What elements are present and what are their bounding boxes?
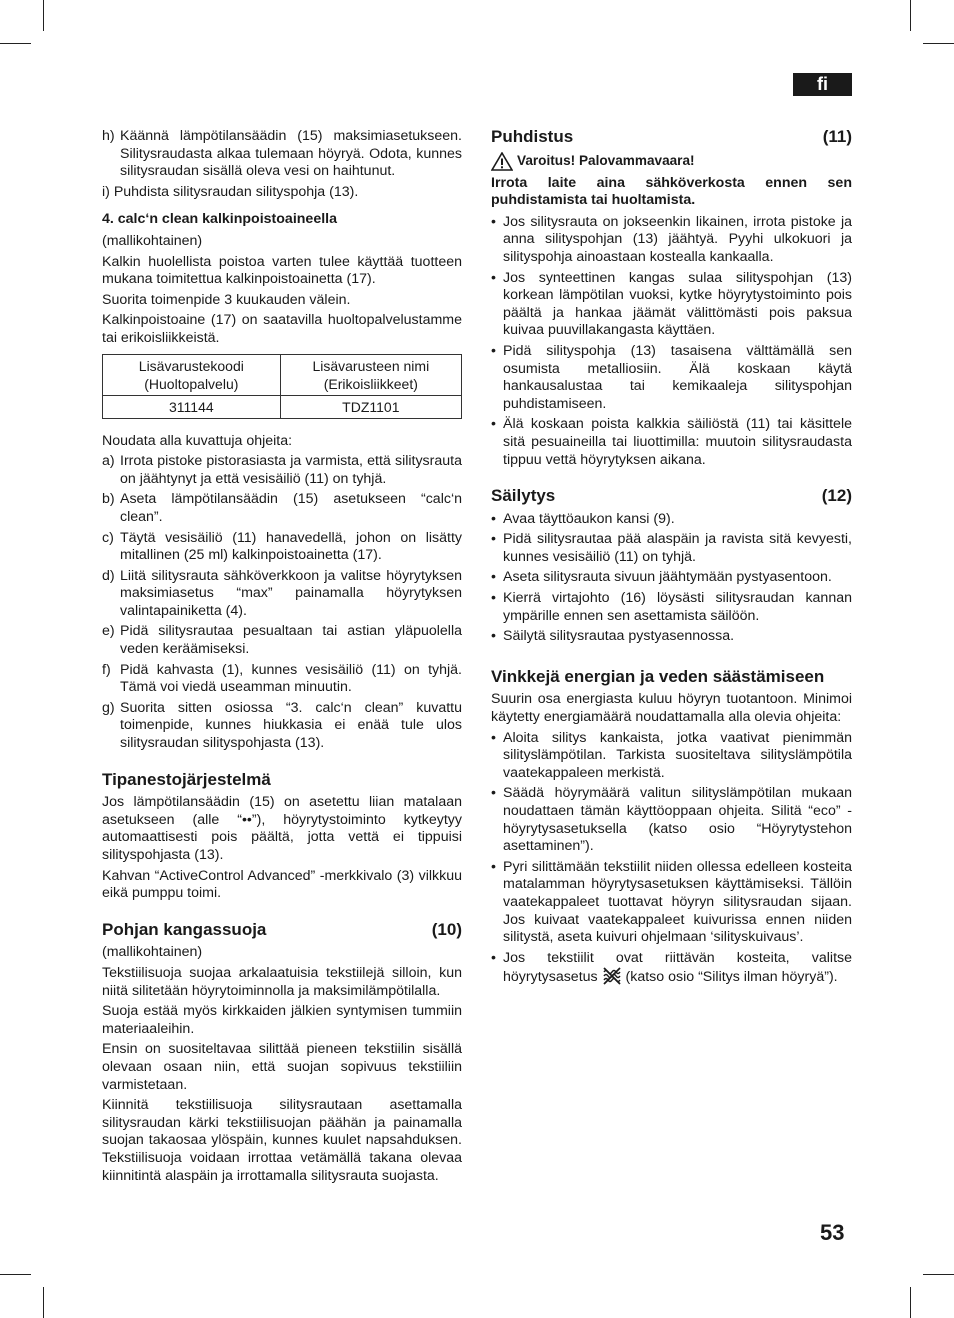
drip-stop-paragraph: Jos lämpötilansäädin (15) on asetettu liian matalaan asetukseen (alle “••”), höyrytystoiminto kytkeytyy automaattisesti pois päältä, jotta vettä ei tippuisi silityspohjasta (13). [102, 794, 462, 863]
textile-cover-heading: Pohjan kangassuoja (10) [102, 919, 462, 939]
steps-list [102, 453, 462, 753]
calc-model-note: (mallikohtainen) [102, 232, 203, 249]
drip-stop-heading: Tipanestojärjestelmä [102, 769, 271, 789]
crop-mark [43, 0, 44, 31]
page-number: 53 [820, 1220, 845, 1245]
table-header: Lisävarusteen nimi (Erikoisliikkeet) [280, 354, 461, 395]
no-steam-icon [602, 967, 622, 985]
energy-heading: Vinkkejä energian ja veden säästämiseen [491, 666, 825, 686]
step-item: e) Pidä silitysrautaa pesualtaan tai astian yläpuolella veden keräämiseksi. [102, 623, 462, 658]
list-item: • Pidä silityspohja (13) tasaisena välttämällä sen osumista metalliosiin. Älä koskaan käytä hankausalustaa tai kemikaaleja silityspohjan puhdistamiseen. [491, 343, 852, 413]
crop-mark [0, 1274, 31, 1275]
cover-paragraph: Kiinnitä tekstiilisuoja silitysrautaan asettamalla silitysraudan kärki tekstiilisuojan päähän ja painamalla suojan takaosaa ylöspäin, kunnes kuulet napsahduksen. Tekstiilisuoja voidaan irrottaa vetämällä takana olevaa kiinnitintä alaspäin ja irrottamalla silitysrauta suojasta. [102, 1097, 462, 1184]
energy-paragraph: Suurin osa energiasta kuluu höyryn tuotantoon. Minimoi käytetty energiamäärä noudattamalla alla olevia ohjeita: [491, 691, 852, 726]
accessory-table [102, 354, 462, 419]
cleaning-heading: Puhdistus (11) [491, 127, 852, 146]
list-item: • Jos silitysrauta on jokseenkin likainen, irrota pistoke ja anna silityspohjan (13) jäähtyä. Pyyhi ulkokuori ja silityspohja ainoastaan kostealla kankaalla. [491, 214, 852, 267]
step-item: b) Aseta lämpötilansäädin (15) asetukseen “calc‘n clean”. [102, 491, 462, 525]
cover-paragraph: Tekstiilisuoja suojaa arkalaatuisia tekstiilejä silloin, kun niitä silitetään höyrytoiminnolla ja maksimilämpötilalla. [102, 964, 462, 999]
calc-title: 4. calc‘n clean kalkinpoistoaineella [102, 211, 337, 228]
calc-paragraph: Kalkin huolellista poistoa varten tulee käyttää tuotteen mukana toimitettua kalkinpoistoainetta (17). [102, 253, 462, 288]
step-h: h) Käännä lämpötilansäädin (15) maksimiasetukseen. Silitysraudasta alkaa tulemaan höyryä. Odota, kunnes silitysraudan sisällä oleva vesi on haihtunut. [102, 128, 462, 180]
storage-heading: Säilytys (12) [491, 486, 852, 506]
list-item: • Jos synteettinen kangas sulaa silityspohjan (13) korkean lämpötilan vuoksi, kytke höyrytystoiminto pois päältä ja hankaa jäämät välittömästi pois paksua kuivaa puuvillakangasta käyttäen. [491, 270, 852, 340]
instructions-intro: Noudata alla kuvattuja ohjeita: [102, 432, 293, 449]
calc-paragraph: Suorita toimenpide 3 kuukauden välein. [102, 291, 351, 308]
list-item: • Säilytä silitysrautaa pystyasennossa. [491, 628, 852, 646]
drip-stop-paragraph: Kahvan “ActiveControl Advanced” -merkkivalo (3) vilkkuu eikä pumppu toimi. [102, 867, 462, 902]
list-item: • Kierrä virtajohto (16) löysästi silitysraudan kannan ympärille ennen sen asettamista säilöön. [491, 590, 852, 625]
crop-mark [43, 1287, 44, 1318]
left-column [102, 128, 462, 1188]
list-item: • Pidä silitysrautaa pää alaspäin ja ravista sitä kevyesti, kunnes vesisäiliö (11) on tyhjä. [491, 531, 852, 566]
language-tab: fi [793, 73, 852, 96]
right-column [491, 128, 852, 990]
warning-icon [491, 152, 513, 171]
step-item: c) Täytä vesisäiliö (11) hanavedellä, johon on lisätty mitallinen (25 ml) kalkinpoistoainetta (17). [102, 529, 462, 564]
warning-text: Irrota laite aina sähköverkosta ennen sen puhdistamista tai huoltamista. [491, 174, 852, 209]
step-item: a) Irrota pistoke pistorasiasta ja varmista, että silitysrauta on jäähtynyt ja että vesisäiliö (11) on tyhjä. [102, 453, 462, 487]
crop-mark [910, 1287, 911, 1318]
crop-mark [923, 1274, 954, 1275]
warning-line: Varoitus! Palovammavaara! [491, 152, 852, 171]
table-cell: TDZ1101 [280, 395, 461, 418]
step-i: i) Puhdista silitysraudan silityspohja (13). [102, 183, 359, 200]
table-header: Lisävarustekoodi (Huoltopalvelu) [103, 354, 281, 395]
list-item: • Pyri silittämään tekstiilit niiden ollessa edelleen kosteita matalamman höyrytysasetuksen käyttämiseksi. Tällöin vaatekappaleet tuottavat höyryn silitysraudan sijaan. Jos kuivaat vaatekappaleet kuivurissa ennen niiden silitystä, aseta kuivuri ohjelmaan ‘silityskuivaus’. [491, 859, 852, 947]
step-item: f) Pidä kahvasta (1), kunnes vesisäiliö (11) on tyhjä. Tämä voi viedä useamman minuutin. [102, 661, 462, 696]
crop-mark [0, 43, 31, 44]
cover-model-note: (mallikohtainen) [102, 944, 203, 961]
cover-paragraph: Suoja estää myös kirkkaiden jälkien syntymisen tummiin materiaaleihin. [102, 1003, 462, 1037]
cover-paragraph: Ensin on suositeltavaa silittää pieneen tekstiilin sisällä olevaan osaan niin, että suojan sopivuus tekstiiliin varmistetaan. [102, 1041, 462, 1093]
table-cell: 311144 [103, 395, 281, 418]
list-item: • Älä koskaan poista kalkkia säiliöstä (11) tai käsittele sitä pesuaineilla tai liuottimilla: muutoin silitysraudasta tippuu vettä höyrytyksen aikana. [491, 416, 852, 469]
energy-list [491, 730, 852, 987]
list-item: • Avaa täyttöaukon kansi (9). [491, 511, 852, 529]
step-item: d) Liitä silitysrauta sähköverkkoon ja valitse höyrytyksen maksimiasetus “max” painamalla höyrytyksen valintapainiketta (4). [102, 567, 462, 619]
list-item: • Säädä höyrymäärä valitun silityslämpötilan mukaan noudattaen tämän käyttöoppaan ohjeita. Silitä “eco” -höyrytysasetuksella (katso osio “Höyrytystehon asettaminen”). [491, 785, 852, 855]
crop-mark [923, 43, 954, 44]
list-item: • Jos tekstiilit ovat riittävän kosteita, valitse höyrytysasetus (katso osio “Silitys ilman höyryä”). [491, 950, 852, 987]
step-item: g) Suorita sitten osiossa “3. calc‘n clean” kuvattu toimenpide, kunnes hiukkasia ei enää tule ulos silitysraudan silityspohjasta (13). [102, 699, 462, 752]
storage-list [491, 511, 852, 646]
crop-mark [910, 0, 911, 31]
calc-paragraph: Kalkinpoistoaine (17) on saatavilla huoltopalvelustamme tai erikoisliikkeistä. [102, 312, 462, 346]
list-item: • Aseta silitysrauta sivuun jäähtymään pystyasentoon. [491, 569, 852, 587]
list-item: • Aloita silitys kankaista, jotka vaativat pienimmän silityslämpötilan. Tarkista suositeltava silityslämpötila vaatekappaleen merkistä. [491, 730, 852, 783]
cleaning-list [491, 214, 852, 469]
